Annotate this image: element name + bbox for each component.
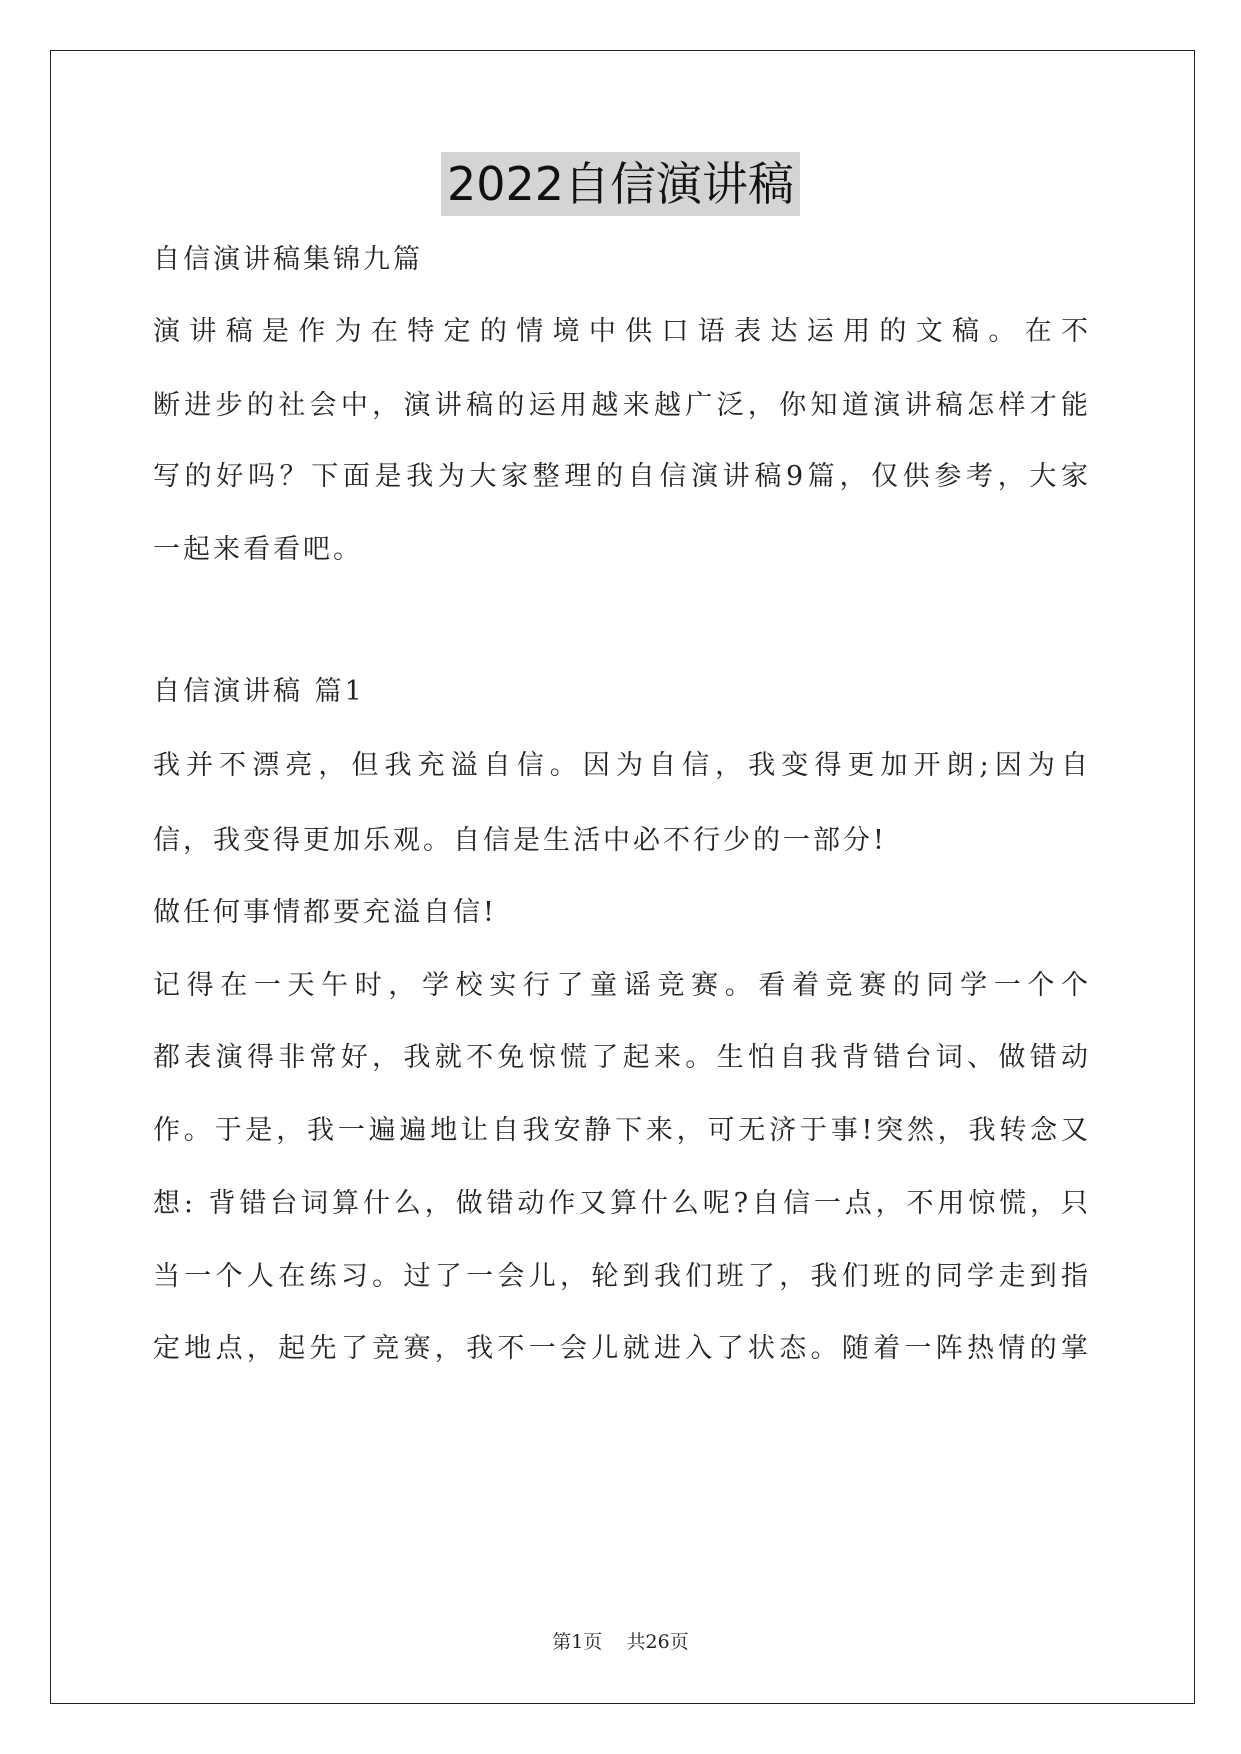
intro-line: 断进步的社会中，演讲稿的运用越来越广泛，你知道演讲稿怎样才能	[153, 390, 1091, 421]
section-heading: 自信演讲稿 篇1	[153, 676, 365, 707]
body-line: 都表演得非常好，我就不免惊慌了起来。生怕自我背错台词、做错动	[153, 1042, 1091, 1073]
body-line: 当一个人在练习。过了一会儿，轮到我们班了，我们班的同学走到指	[153, 1261, 1091, 1292]
intro-line: 写的好吗？下面是我为大家整理的自信演讲稿9篇，仅供参考，大家	[153, 461, 1091, 492]
body-line: 记得在一天午时，学校实行了童谣竞赛。看着竞赛的同学一个个	[153, 970, 1091, 1001]
body-line: 做任何事情都要充溢自信!	[153, 897, 497, 928]
body-line: 想: 背错台词算什么，做错动作又算什么呢?自信一点，不用惊慌，只	[153, 1188, 1091, 1219]
page-number: 第1页 共26页	[552, 1631, 689, 1653]
title-container	[0, 152, 1241, 216]
body-line: 信，我变得更加乐观。自信是生活中必不行少的一部分!	[153, 825, 887, 856]
intro-line: 一起来看看吧。	[153, 534, 363, 565]
body-line: 定地点，起先了竞赛，我不一会儿就进入了状态。随着一阵热情的掌	[153, 1333, 1091, 1364]
body-line: 我并不漂亮，但我充溢自信。因为自信，我变得更加开朗;因为自	[153, 750, 1091, 781]
document-title: 2022自信演讲稿	[441, 152, 800, 216]
subtitle: 自信演讲稿集锦九篇	[153, 244, 423, 275]
body-line: 作。于是，我一遍遍地让自我安静下来，可无济于事!突然，我转念又	[153, 1115, 1091, 1146]
intro-line: 演讲稿是作为在特定的情境中供口语表达运用的文稿。在不	[153, 316, 1091, 347]
